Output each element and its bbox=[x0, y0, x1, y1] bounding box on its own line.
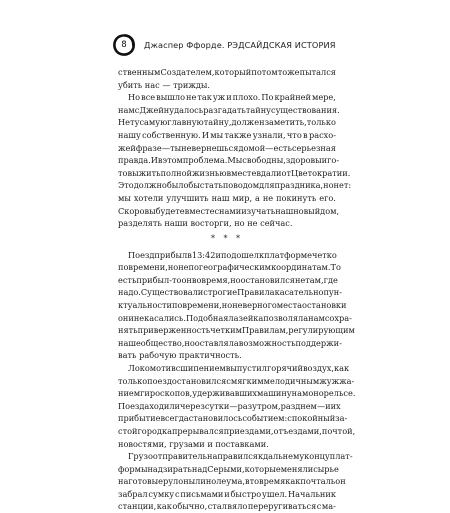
word: не bbox=[181, 142, 192, 153]
word: восторги, bbox=[190, 218, 232, 229]
word: к bbox=[258, 249, 265, 260]
word: Мы bbox=[227, 155, 243, 166]
word: и bbox=[321, 155, 328, 166]
word: дом, bbox=[320, 205, 340, 216]
text-line bbox=[118, 450, 353, 463]
word: прибыл bbox=[154, 249, 188, 260]
word: мы bbox=[118, 192, 131, 203]
word: как bbox=[285, 476, 301, 487]
word: сумку bbox=[148, 488, 175, 499]
word: жей bbox=[118, 142, 136, 153]
word: — bbox=[161, 142, 170, 153]
word: главную bbox=[167, 117, 204, 128]
text-line bbox=[118, 261, 341, 274]
word: наши bbox=[164, 218, 188, 229]
word: и bbox=[215, 249, 221, 260]
word: географическим bbox=[198, 262, 272, 273]
running-head-title: Джаспер Ффорде. РЭДСАЙДСКАЯ ИСТОРИЯ bbox=[144, 40, 336, 50]
text-line bbox=[118, 142, 336, 155]
word: нас bbox=[144, 79, 160, 90]
word: вдали bbox=[256, 167, 282, 178]
word: поставками. bbox=[215, 438, 269, 449]
text-line bbox=[118, 349, 336, 362]
text-line bbox=[118, 475, 346, 488]
word: по bbox=[118, 262, 129, 273]
word: изучать bbox=[241, 205, 276, 216]
word: бы bbox=[188, 180, 200, 191]
word: нами bbox=[219, 205, 242, 216]
word: свободны, bbox=[242, 155, 286, 166]
word: ктуальности bbox=[118, 299, 172, 310]
word: не bbox=[294, 274, 306, 285]
word: полной bbox=[160, 167, 193, 178]
word: домой bbox=[238, 142, 266, 153]
word: крайней bbox=[274, 92, 311, 103]
word: и bbox=[224, 488, 230, 499]
word: вяло bbox=[227, 501, 248, 512]
text-line bbox=[118, 299, 347, 312]
word: По bbox=[261, 92, 274, 103]
word: воздух, bbox=[302, 362, 335, 373]
word: стой bbox=[118, 425, 138, 436]
word: не bbox=[133, 312, 145, 323]
word: городка bbox=[137, 425, 172, 436]
word: четко bbox=[311, 249, 337, 260]
word: меняли bbox=[280, 463, 314, 474]
word: Существовали bbox=[140, 287, 204, 298]
word: в bbox=[187, 249, 192, 260]
word: только bbox=[306, 117, 336, 128]
word: уж bbox=[212, 92, 226, 103]
word: но bbox=[221, 299, 233, 310]
text-line bbox=[118, 249, 336, 262]
word: оставляла bbox=[194, 337, 239, 348]
word: обычно, bbox=[172, 501, 208, 512]
word: платформе bbox=[264, 249, 312, 260]
word: ту bbox=[130, 117, 140, 128]
word: нием bbox=[118, 388, 141, 399]
word: выпустил bbox=[225, 362, 267, 373]
word: То bbox=[330, 262, 341, 273]
word: приездами, bbox=[223, 425, 274, 436]
text-line bbox=[118, 375, 355, 388]
text-line bbox=[118, 438, 336, 451]
word: координатам. bbox=[271, 262, 331, 273]
word: правда. bbox=[118, 155, 151, 166]
word: Локомотив bbox=[128, 362, 176, 373]
word: остановился bbox=[240, 274, 295, 285]
word: покинуть bbox=[276, 192, 317, 203]
word: касались. bbox=[144, 312, 186, 323]
word: мягким bbox=[230, 375, 264, 386]
word: все bbox=[141, 92, 156, 103]
word: раз bbox=[237, 400, 253, 411]
word: вать bbox=[118, 350, 137, 361]
word: позволяла bbox=[263, 312, 309, 323]
word: на bbox=[118, 476, 129, 487]
word: спокойный bbox=[287, 413, 336, 424]
word: — bbox=[316, 400, 326, 411]
word: для bbox=[259, 180, 275, 191]
word: остановки bbox=[302, 299, 347, 310]
word: общество, bbox=[140, 337, 185, 348]
word: не bbox=[178, 262, 189, 273]
word: убить bbox=[118, 79, 143, 90]
word: касательно bbox=[274, 287, 324, 298]
text-line bbox=[118, 337, 342, 350]
word: но bbox=[323, 180, 334, 191]
text-line bbox=[118, 463, 339, 476]
word: над bbox=[191, 463, 208, 474]
word: Подобная bbox=[185, 312, 229, 323]
word: нет: bbox=[333, 180, 352, 191]
word: только bbox=[118, 375, 148, 386]
word: вместе bbox=[184, 205, 215, 216]
word: готовые bbox=[128, 476, 163, 487]
word: рулоны bbox=[163, 476, 196, 487]
word: направился bbox=[207, 451, 258, 462]
word: линолеума, bbox=[195, 476, 245, 487]
word: разгадать bbox=[203, 104, 246, 115]
word: потом bbox=[251, 67, 278, 77]
word: подошел bbox=[220, 249, 259, 260]
word: собственную. bbox=[142, 129, 201, 140]
word: но bbox=[230, 274, 241, 285]
word: наш bbox=[275, 205, 294, 216]
text-line bbox=[118, 324, 355, 337]
word: и bbox=[207, 438, 213, 449]
text-line bbox=[118, 425, 356, 438]
text-line bbox=[118, 104, 340, 117]
word: мир, bbox=[232, 192, 253, 203]
word: тоже bbox=[277, 67, 300, 77]
word: событием: bbox=[242, 413, 288, 424]
text-line bbox=[118, 412, 348, 425]
word: возможность bbox=[238, 337, 296, 348]
word: было bbox=[166, 180, 189, 191]
word: машину bbox=[257, 388, 292, 399]
word: Серыми, bbox=[207, 463, 245, 474]
text-line bbox=[118, 66, 336, 79]
text-line bbox=[118, 91, 336, 104]
word: станции, bbox=[118, 501, 157, 512]
word: мере, bbox=[311, 92, 336, 103]
word: почтальон bbox=[300, 476, 346, 487]
word: Но bbox=[128, 92, 141, 103]
word: здоровы bbox=[285, 155, 322, 166]
word: го- bbox=[327, 155, 340, 166]
word: разделять bbox=[118, 218, 162, 229]
word: надо. bbox=[118, 287, 141, 298]
word: Поезд bbox=[128, 249, 155, 260]
word: — bbox=[162, 79, 171, 90]
word: жужжа- bbox=[319, 375, 355, 386]
word: Джейн bbox=[139, 104, 170, 115]
word: шипением bbox=[180, 362, 226, 373]
word: нам bbox=[308, 312, 325, 323]
word: раз bbox=[280, 400, 296, 411]
word: вовремя, bbox=[191, 274, 231, 285]
text-line bbox=[118, 286, 342, 299]
text-line bbox=[118, 192, 336, 205]
word: Это bbox=[118, 180, 134, 191]
word: становилось bbox=[188, 413, 243, 424]
word: письмами bbox=[180, 488, 224, 499]
word: заметить, bbox=[264, 117, 307, 128]
word: сутки bbox=[204, 400, 230, 411]
word: самую bbox=[139, 117, 168, 128]
word: в bbox=[303, 129, 308, 140]
word: серьезная bbox=[291, 142, 336, 153]
body-text bbox=[118, 66, 356, 513]
word: строгие bbox=[203, 287, 238, 298]
word: Правилам, bbox=[242, 325, 289, 336]
word: — bbox=[265, 142, 274, 153]
word: а bbox=[255, 192, 260, 203]
word: регулирующим bbox=[288, 325, 355, 336]
word: днем bbox=[295, 400, 317, 411]
word: надзирать bbox=[147, 463, 192, 474]
word: пытался bbox=[299, 67, 336, 77]
text-line bbox=[118, 217, 336, 230]
word: Правила bbox=[237, 287, 275, 298]
word: И bbox=[150, 155, 158, 166]
word: практичность. bbox=[179, 350, 242, 361]
text-line bbox=[118, 79, 336, 92]
word: Скоро bbox=[118, 205, 145, 216]
word: сохра- bbox=[324, 312, 352, 323]
word: они bbox=[118, 312, 134, 323]
word: проблема. bbox=[182, 155, 228, 166]
word: Начальник bbox=[287, 488, 336, 499]
word: не bbox=[247, 218, 258, 229]
word: на bbox=[291, 388, 302, 399]
word: он bbox=[181, 274, 192, 285]
word: неверного bbox=[232, 299, 277, 310]
word: время bbox=[259, 476, 286, 487]
word: вместе bbox=[226, 167, 257, 178]
word: забрал bbox=[118, 488, 148, 499]
word: 13:42 bbox=[191, 249, 216, 260]
word: к bbox=[257, 451, 264, 462]
word: пун- bbox=[323, 287, 342, 298]
word: почтой, bbox=[321, 425, 356, 436]
word: через bbox=[180, 400, 205, 411]
word: должен bbox=[231, 117, 265, 128]
word: от bbox=[281, 167, 291, 178]
word: рабочую bbox=[139, 350, 177, 361]
word: наш bbox=[211, 192, 230, 203]
word: прерывался bbox=[171, 425, 224, 436]
word: И bbox=[201, 129, 209, 140]
word: но bbox=[234, 218, 245, 229]
word: концу bbox=[304, 451, 330, 462]
word: с bbox=[174, 488, 180, 499]
text-line bbox=[118, 362, 350, 375]
word: лазейка bbox=[228, 312, 264, 323]
word: ты bbox=[170, 142, 182, 153]
word: прибытие bbox=[118, 413, 161, 424]
word: но bbox=[167, 262, 179, 273]
word: жизнью bbox=[192, 167, 227, 178]
word: существования. bbox=[271, 104, 340, 115]
word: его. bbox=[319, 192, 336, 203]
word: сейчас. bbox=[260, 218, 293, 229]
word: узнали, bbox=[252, 129, 286, 140]
word: дальнему bbox=[263, 451, 305, 462]
word: четким bbox=[210, 325, 242, 336]
word: ушел. bbox=[262, 488, 288, 499]
word: — bbox=[229, 400, 238, 411]
word: Поезда bbox=[118, 400, 150, 411]
word: жить bbox=[138, 167, 161, 178]
word: то bbox=[249, 476, 260, 487]
word: плат- bbox=[329, 451, 353, 462]
word: горячий bbox=[266, 362, 303, 373]
word: нять bbox=[118, 325, 138, 336]
text-line bbox=[118, 129, 336, 142]
section-separator: * * * bbox=[210, 233, 244, 243]
word: но bbox=[184, 337, 195, 348]
text-line bbox=[118, 274, 336, 287]
word: Не bbox=[118, 117, 130, 128]
word: не bbox=[262, 192, 274, 203]
word: поезд bbox=[147, 375, 172, 386]
word: трижды. bbox=[173, 79, 211, 90]
word: тайну, bbox=[203, 117, 232, 128]
word: новый bbox=[293, 205, 321, 216]
text-line bbox=[118, 167, 351, 180]
word: по bbox=[171, 299, 183, 310]
word: праздника, bbox=[274, 180, 324, 191]
word: быстро bbox=[230, 488, 262, 499]
text-line bbox=[118, 205, 340, 218]
word: товы bbox=[118, 167, 139, 178]
word: удалось bbox=[169, 104, 204, 115]
word: утром, bbox=[252, 400, 281, 411]
word: мелодичным bbox=[263, 375, 320, 386]
word: монорельсе. bbox=[301, 388, 356, 399]
word: переругиваться bbox=[247, 501, 317, 512]
text-line bbox=[118, 400, 341, 413]
word: и bbox=[226, 92, 232, 103]
word: с bbox=[316, 501, 322, 512]
word: вы bbox=[144, 205, 156, 216]
word: как bbox=[156, 501, 172, 512]
running-header bbox=[112, 33, 336, 57]
word: плохо. bbox=[232, 92, 261, 103]
word: за- bbox=[335, 413, 348, 424]
word: в bbox=[157, 155, 163, 166]
word: есть bbox=[273, 142, 292, 153]
word: места bbox=[276, 299, 303, 310]
word: нам bbox=[118, 104, 135, 115]
word: ма- bbox=[321, 501, 336, 512]
word: этом bbox=[162, 155, 183, 166]
word: их bbox=[330, 400, 341, 411]
word: также bbox=[224, 129, 252, 140]
text-line bbox=[118, 488, 336, 501]
word: там, bbox=[305, 274, 324, 285]
word: ходили bbox=[149, 400, 181, 411]
word: которые bbox=[244, 463, 281, 474]
word: с bbox=[214, 205, 220, 216]
word: расхо- bbox=[308, 129, 336, 140]
word: улучшить bbox=[166, 192, 209, 203]
word: гироскопов, bbox=[140, 388, 193, 399]
word: Создателем, bbox=[160, 67, 215, 77]
word: вышло bbox=[156, 92, 185, 103]
word: удерживавших bbox=[192, 388, 258, 399]
word: хотели bbox=[133, 192, 164, 203]
word: всегда bbox=[160, 413, 189, 424]
text-line bbox=[118, 500, 336, 513]
word: прибыл-то bbox=[136, 274, 182, 285]
page-number: 8 bbox=[121, 40, 127, 50]
text-line bbox=[118, 387, 356, 400]
word: времени, bbox=[128, 262, 168, 273]
word: отъездами, bbox=[273, 425, 322, 436]
word: где bbox=[323, 274, 338, 285]
page-number-badge bbox=[112, 33, 136, 57]
word: должно bbox=[133, 180, 167, 191]
word: как bbox=[334, 362, 350, 373]
word: с bbox=[134, 104, 140, 115]
word: остановился bbox=[171, 375, 227, 386]
text-line bbox=[118, 154, 340, 167]
word: стал bbox=[207, 501, 227, 512]
word: вернешься bbox=[191, 142, 239, 153]
word: наше bbox=[118, 337, 141, 348]
word: мы bbox=[210, 129, 224, 140]
word: Цветократии. bbox=[290, 167, 351, 178]
word: ственным bbox=[118, 67, 161, 77]
word: тайну bbox=[245, 104, 272, 115]
word: грузами bbox=[169, 438, 205, 449]
word: не bbox=[186, 92, 197, 103]
word: с bbox=[175, 362, 181, 373]
word: поводом bbox=[222, 180, 260, 191]
text-line bbox=[118, 116, 336, 129]
word: формы bbox=[118, 463, 148, 474]
word: сырье bbox=[313, 463, 339, 474]
word: будете bbox=[155, 205, 185, 216]
word: нашу bbox=[118, 129, 141, 140]
word: по bbox=[188, 262, 199, 273]
word: есть bbox=[118, 274, 137, 285]
word: который bbox=[214, 67, 252, 77]
word: времени, bbox=[182, 299, 222, 310]
word: стать bbox=[199, 180, 223, 191]
word: в bbox=[244, 476, 250, 487]
word: новостями, bbox=[118, 438, 167, 449]
word: так bbox=[197, 92, 212, 103]
word: фразе bbox=[135, 142, 162, 153]
text-line bbox=[118, 179, 352, 192]
word: приверженность bbox=[137, 325, 211, 336]
text-line bbox=[118, 312, 352, 325]
word: и bbox=[325, 400, 331, 411]
word: что bbox=[286, 129, 302, 140]
word: поддержи- bbox=[295, 337, 342, 348]
word: с bbox=[226, 375, 231, 386]
word: Грузоотправитель bbox=[128, 451, 208, 462]
